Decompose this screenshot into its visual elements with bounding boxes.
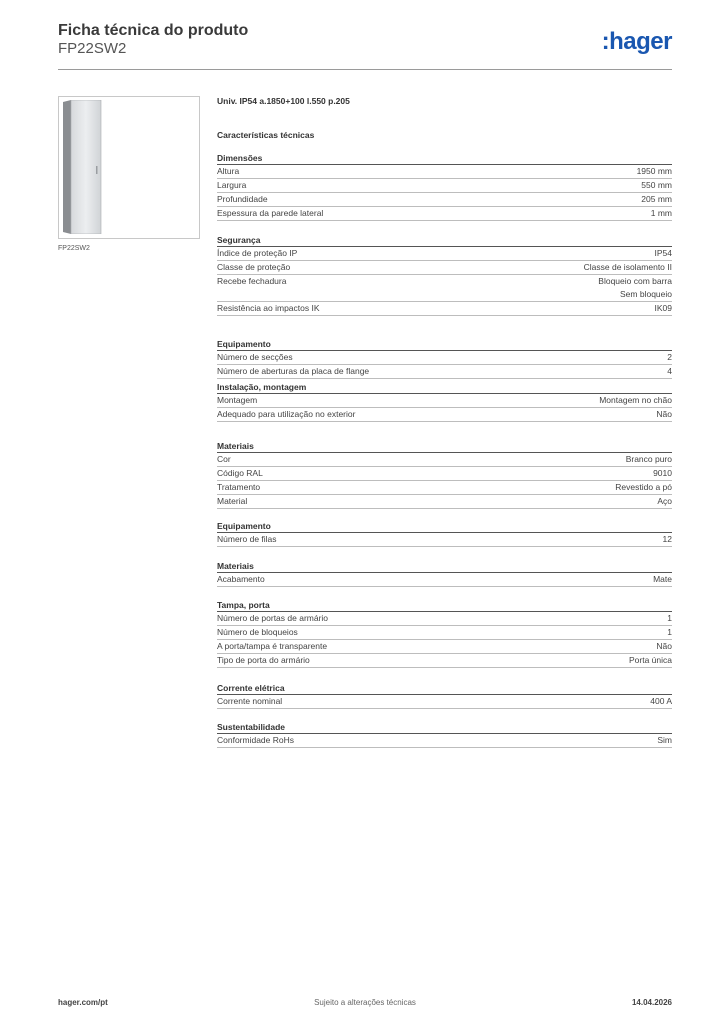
spec-label: Corrente nominal <box>217 696 283 706</box>
spec-value <box>655 247 673 260</box>
section-title: Corrente elétrica <box>217 681 672 695</box>
spec-section <box>217 598 672 668</box>
section-title: Dimensões <box>217 151 672 165</box>
spec-row <box>217 207 672 221</box>
footer-date: 14.04.2026 <box>631 998 672 1007</box>
product-code: FP22SW2 <box>58 40 127 57</box>
spec-row <box>217 193 672 207</box>
spec-value <box>667 612 672 625</box>
spec-value <box>626 453 672 466</box>
spec-value-line: 12 <box>662 534 672 544</box>
spec-section <box>217 151 672 221</box>
spec-label: Altura <box>217 166 240 176</box>
spec-row <box>217 640 672 654</box>
spec-value <box>637 165 672 178</box>
spec-section <box>217 233 672 316</box>
spec-value <box>653 573 672 586</box>
spec-value <box>653 467 672 480</box>
spec-label: Número de portas de armário <box>217 613 329 623</box>
spec-label: Montagem <box>217 395 258 405</box>
spec-label: Acabamento <box>217 574 265 584</box>
spec-value <box>599 394 672 407</box>
spec-row <box>217 275 672 302</box>
spec-value <box>656 640 672 653</box>
spec-value <box>598 275 672 301</box>
spec-value-line: 1 <box>667 613 672 623</box>
section-title: Tampa, porta <box>217 598 672 612</box>
cabinet-image <box>63 100 103 234</box>
spec-value-line: IK09 <box>654 303 672 313</box>
spec-value-line: 1 <box>667 627 672 637</box>
footer-note: Sujeito a alterações técnicas <box>314 998 416 1007</box>
spec-value-line: Revestido a pó <box>615 482 672 492</box>
spec-label: Classe de proteção <box>217 262 291 272</box>
specs-heading: Características técnicas <box>217 130 315 140</box>
spec-label: Número de bloqueios <box>217 627 298 637</box>
spec-label: Espessura da parede lateral <box>217 208 324 218</box>
spec-row <box>217 467 672 481</box>
spec-row <box>217 165 672 179</box>
spec-row <box>217 695 672 709</box>
spec-value <box>641 193 672 206</box>
spec-label: Material <box>217 496 248 506</box>
spec-value-line: 1 mm <box>650 208 672 218</box>
spec-value-line: 4 <box>667 366 672 376</box>
spec-row <box>217 408 672 422</box>
spec-section <box>217 337 672 379</box>
page-header <box>58 22 672 70</box>
spec-row <box>217 453 672 467</box>
spec-value-line: Branco puro <box>625 454 672 464</box>
page-footer <box>58 998 672 1012</box>
spec-label: Conformidade RoHs <box>217 735 295 745</box>
spec-value <box>655 302 673 315</box>
section-title: Instalação, montagem <box>217 380 672 394</box>
spec-value-line: 205 mm <box>641 194 672 204</box>
section-title: Equipamento <box>217 337 672 351</box>
spec-section <box>217 519 672 547</box>
section-title: Materiais <box>217 559 672 573</box>
image-caption: FP22SW2 <box>58 245 90 252</box>
spec-section <box>217 720 672 748</box>
spec-label: A porta/tampa é transparente <box>217 641 328 651</box>
spec-row <box>217 302 672 316</box>
spec-row <box>217 247 672 261</box>
spec-value-line: Não <box>656 641 672 651</box>
spec-label: Número de filas <box>217 534 277 544</box>
spec-label: Cor <box>217 454 231 464</box>
spec-row <box>217 626 672 640</box>
spec-value <box>641 179 672 192</box>
spec-value-line: Sim <box>657 735 672 745</box>
hager-logo: :hager <box>601 28 672 55</box>
spec-row <box>217 495 672 509</box>
spec-row <box>217 179 672 193</box>
section-title: Equipamento <box>217 519 672 533</box>
spec-row <box>217 365 672 379</box>
spec-value-line: 550 mm <box>641 180 672 190</box>
spec-value <box>651 207 672 220</box>
spec-value-line: IP54 <box>654 248 672 258</box>
spec-row <box>217 612 672 626</box>
spec-value <box>650 695 672 708</box>
spec-value <box>667 626 672 639</box>
spec-label: Tipo de porta do armário <box>217 655 310 665</box>
product-description: Univ. IP54 a.1850+100 l.550 p.205 <box>217 96 350 106</box>
section-title: Sustentabilidade <box>217 720 672 734</box>
spec-value-line: 2 <box>667 352 672 362</box>
spec-section <box>217 559 672 587</box>
spec-value <box>584 261 672 274</box>
spec-label: Código RAL <box>217 468 263 478</box>
spec-label: Tratamento <box>217 482 261 492</box>
spec-label: Número de aberturas da placa de flange <box>217 366 370 376</box>
spec-value <box>629 654 672 667</box>
spec-value-line: 9010 <box>653 468 672 478</box>
spec-value-line: Não <box>656 409 672 419</box>
spec-row <box>217 734 672 748</box>
spec-row <box>217 351 672 365</box>
spec-value-line: Sem bloqueio <box>620 289 672 299</box>
spec-row <box>217 394 672 408</box>
spec-section <box>217 681 672 709</box>
spec-value <box>667 365 672 378</box>
spec-value-line: 400 A <box>650 696 672 706</box>
spec-value <box>615 481 672 494</box>
spec-row <box>217 654 672 668</box>
spec-label: Largura <box>217 180 247 190</box>
spec-value <box>657 734 672 747</box>
spec-section <box>217 380 672 422</box>
spec-row <box>217 533 672 547</box>
spec-value <box>656 408 672 421</box>
spec-row <box>217 261 672 275</box>
section-title: Segurança <box>217 233 672 247</box>
spec-value-line: Mate <box>653 574 672 584</box>
footer-url[interactable]: hager.com/pt <box>58 998 108 1007</box>
spec-label: Profundidade <box>217 194 268 204</box>
spec-row <box>217 481 672 495</box>
spec-value-line: Classe de isolamento II <box>583 262 672 272</box>
spec-value-line: Montagem no chão <box>599 395 672 405</box>
spec-label: Resistência ao impactos IK <box>217 303 320 313</box>
spec-value-line: Porta única <box>629 655 672 665</box>
spec-value-line: Aço <box>657 496 672 506</box>
spec-label: Número de secções <box>217 352 293 362</box>
spec-value <box>657 495 672 508</box>
spec-section <box>217 439 672 509</box>
spec-label: Índice de proteção IP <box>217 248 298 258</box>
spec-label: Adequado para utilização no exterior <box>217 409 356 419</box>
spec-value <box>667 351 672 364</box>
spec-value-line: 1950 mm <box>636 166 672 176</box>
spec-label: Recebe fechadura <box>217 276 287 286</box>
section-title: Materiais <box>217 439 672 453</box>
product-image <box>58 96 200 239</box>
document-title: Ficha técnica do produto <box>58 22 249 39</box>
spec-value <box>663 533 672 546</box>
spec-value-line: Bloqueio com barra <box>598 276 672 286</box>
spec-row <box>217 573 672 587</box>
